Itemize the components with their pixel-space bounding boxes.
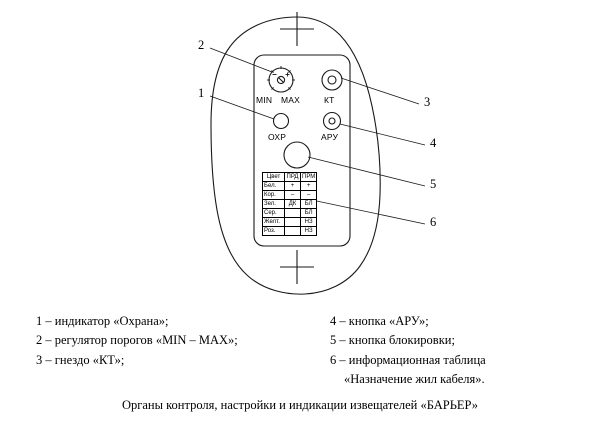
security-indicator xyxy=(274,114,289,129)
threshold-regulator-slot xyxy=(279,78,284,83)
kt-socket-inner xyxy=(328,76,336,84)
leader-line-4 xyxy=(340,124,425,145)
cell-color: Роз. xyxy=(263,227,285,236)
legend-column-right xyxy=(306,312,576,390)
callout-1: 1 xyxy=(198,86,205,100)
cell-prd xyxy=(285,218,301,227)
leader-line-3 xyxy=(341,78,419,104)
legend-item-6-continuation: «Назначение жил кабеля». xyxy=(344,372,485,387)
cell-prd xyxy=(285,227,301,236)
cell-prm: – xyxy=(301,191,317,200)
cell-prm: БЛ xyxy=(301,200,317,209)
cell-prm: + xyxy=(301,182,317,191)
legend-column-left xyxy=(36,312,306,390)
legend-item-5: 5 – кнопка блокировки; xyxy=(330,333,455,348)
table-row xyxy=(263,218,317,227)
cable-assignment-table xyxy=(262,172,317,236)
callout-6: 6 xyxy=(430,215,437,229)
label-ohr: ОХР xyxy=(268,132,287,142)
callout-4: 4 xyxy=(430,136,437,150)
aru-button-inner xyxy=(329,118,335,124)
table-header-prd: ПРД xyxy=(285,173,301,182)
leader-line-5 xyxy=(308,157,425,186)
callout-2: 2 xyxy=(198,38,205,52)
table-row xyxy=(263,227,317,236)
label-min: MIN xyxy=(256,95,273,105)
table-row xyxy=(263,182,317,191)
cell-prd: + xyxy=(285,182,301,191)
cell-color: Бел. xyxy=(263,182,285,191)
cell-prm: НЗ xyxy=(301,218,317,227)
legend-item-4: 4 – кнопка «АРУ»; xyxy=(330,314,429,328)
table-header-color: Цвет xyxy=(263,173,285,182)
cell-prd xyxy=(285,209,301,218)
legend-item-2: 2 – регулятор порогов «MIN – MAX»; xyxy=(36,333,238,348)
cell-prd: ДК xyxy=(285,200,301,209)
cell-color: Сер. xyxy=(263,209,285,218)
table-header-row xyxy=(263,173,317,182)
table-row xyxy=(263,200,317,209)
label-aru: АРУ xyxy=(321,132,339,142)
legend-item-1: 1 – индикатор «Охрана»; xyxy=(36,314,169,328)
cell-color: Зел. xyxy=(263,200,285,209)
label-max: MAX xyxy=(281,95,301,105)
legend-item-6: 6 – информационная таблица xyxy=(330,352,486,367)
callout-5: 5 xyxy=(430,177,437,191)
cell-prm: БЛ xyxy=(301,209,317,218)
callout-3: 3 xyxy=(424,95,431,109)
cell-color: Кор. xyxy=(263,191,285,200)
leader-line-6 xyxy=(312,200,425,224)
figure-caption: Органы контроля, настройки и индикации извещателей «БАРЬЕР» xyxy=(121,398,479,412)
cell-color: Желт. xyxy=(263,218,285,227)
table-row xyxy=(263,191,317,200)
legend xyxy=(36,312,576,390)
table-header-prm: ПРМ xyxy=(302,174,316,180)
aru-button-outer xyxy=(324,113,341,130)
kt-socket-outer xyxy=(322,70,342,90)
blocking-button xyxy=(284,142,310,168)
cell-prm: НЗ xyxy=(301,227,317,236)
table-row xyxy=(263,209,317,218)
cell-prd: – xyxy=(285,191,301,200)
legend-item-3: 3 – гнездо «КТ»; xyxy=(36,352,125,367)
label-kt: КТ xyxy=(324,95,335,105)
